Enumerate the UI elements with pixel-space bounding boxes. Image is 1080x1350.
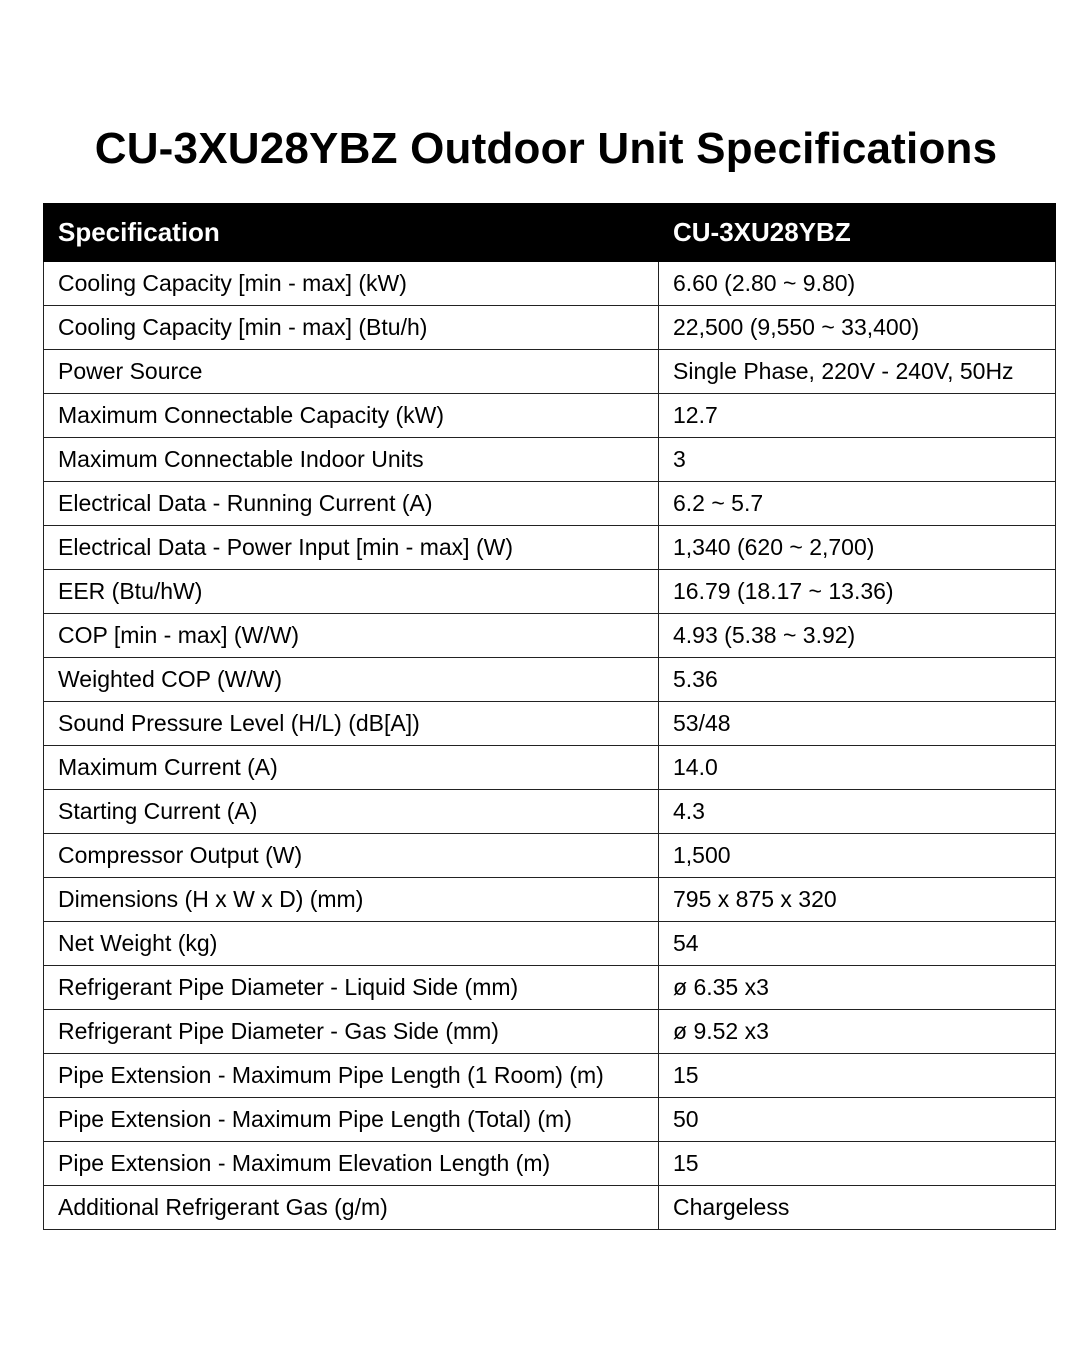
spec-name-cell: Maximum Connectable Indoor Units xyxy=(44,438,659,482)
table-row xyxy=(44,614,1056,658)
spec-value-cell: ø 9.52 x3 xyxy=(659,1010,1056,1054)
spec-name-cell: COP [min - max] (W/W) xyxy=(44,614,659,658)
spec-value-cell: 14.0 xyxy=(659,746,1056,790)
table-row xyxy=(44,1186,1056,1230)
table-row xyxy=(44,922,1056,966)
table-row xyxy=(44,834,1056,878)
spec-name-cell: Electrical Data - Power Input [min - max] (W) xyxy=(44,526,659,570)
spec-value-cell: 16.79 (18.17 ~ 13.36) xyxy=(659,570,1056,614)
table-row xyxy=(44,746,1056,790)
page-title: CU-3XU28YBZ Outdoor Unit Specifications xyxy=(94,124,998,173)
table-row xyxy=(44,966,1056,1010)
spec-name-cell: Dimensions (H x W x D) (mm) xyxy=(44,878,659,922)
table-row xyxy=(44,482,1056,526)
spec-name-cell: Pipe Extension - Maximum Pipe Length (1 Room) (m) xyxy=(44,1054,659,1098)
spec-value-cell: ø 6.35 x3 xyxy=(659,966,1056,1010)
spec-name-cell: EER (Btu/hW) xyxy=(44,570,659,614)
spec-value-cell: 50 xyxy=(659,1098,1056,1142)
table-row xyxy=(44,438,1056,482)
table-row xyxy=(44,350,1056,394)
table-row xyxy=(44,1142,1056,1186)
table-row xyxy=(44,1054,1056,1098)
spec-name-cell: Net Weight (kg) xyxy=(44,922,659,966)
spec-value-cell: 6.2 ~ 5.7 xyxy=(659,482,1056,526)
spec-name-cell: Weighted COP (W/W) xyxy=(44,658,659,702)
spec-name-cell: Maximum Current (A) xyxy=(44,746,659,790)
spec-value-cell: 54 xyxy=(659,922,1056,966)
spec-value-cell: Single Phase, 220V - 240V, 50Hz xyxy=(659,350,1056,394)
spec-name-cell: Cooling Capacity [min - max] (Btu/h) xyxy=(44,306,659,350)
spec-name-cell: Refrigerant Pipe Diameter - Gas Side (mm) xyxy=(44,1010,659,1054)
table-row xyxy=(44,790,1056,834)
table-row xyxy=(44,658,1056,702)
spec-value-cell: 1,500 xyxy=(659,834,1056,878)
spec-name-cell: Electrical Data - Running Current (A) xyxy=(44,482,659,526)
table-row xyxy=(44,262,1056,306)
specifications-table xyxy=(43,203,1056,1230)
table-row xyxy=(44,306,1056,350)
table-row xyxy=(44,570,1056,614)
spec-name-cell: Cooling Capacity [min - max] (kW) xyxy=(44,262,659,306)
spec-value-cell: 3 xyxy=(659,438,1056,482)
spec-value-cell: 1,340 (620 ~ 2,700) xyxy=(659,526,1056,570)
spec-value-cell: 795 x 875 x 320 xyxy=(659,878,1056,922)
spec-value-cell: 4.93 (5.38 ~ 3.92) xyxy=(659,614,1056,658)
spec-name-cell: Starting Current (A) xyxy=(44,790,659,834)
spec-value-cell: Chargeless xyxy=(659,1186,1056,1230)
spec-value-cell: 22,500 (9,550 ~ 33,400) xyxy=(659,306,1056,350)
column-header-model: CU-3XU28YBZ xyxy=(659,204,1056,262)
spec-value-cell: 6.60 (2.80 ~ 9.80) xyxy=(659,262,1056,306)
table-row xyxy=(44,394,1056,438)
spec-value-cell: 4.3 xyxy=(659,790,1056,834)
column-header-specification: Specification xyxy=(44,204,659,262)
spec-name-cell: Pipe Extension - Maximum Elevation Length (m) xyxy=(44,1142,659,1186)
table-row xyxy=(44,702,1056,746)
table-row xyxy=(44,1098,1056,1142)
spec-name-cell: Sound Pressure Level (H/L) (dB[A]) xyxy=(44,702,659,746)
spec-value-cell: 5.36 xyxy=(659,658,1056,702)
spec-value-cell: 53/48 xyxy=(659,702,1056,746)
table-row xyxy=(44,878,1056,922)
spec-name-cell: Compressor Output (W) xyxy=(44,834,659,878)
spec-value-cell: 15 xyxy=(659,1142,1056,1186)
spec-name-cell: Refrigerant Pipe Diameter - Liquid Side (mm) xyxy=(44,966,659,1010)
spec-value-cell: 15 xyxy=(659,1054,1056,1098)
table-row xyxy=(44,526,1056,570)
spec-name-cell: Maximum Connectable Capacity (kW) xyxy=(44,394,659,438)
table-body xyxy=(44,262,1056,1230)
table-row xyxy=(44,1010,1056,1054)
spec-name-cell: Pipe Extension - Maximum Pipe Length (Total) (m) xyxy=(44,1098,659,1142)
table-header-row xyxy=(44,204,1056,262)
spec-value-cell: 12.7 xyxy=(659,394,1056,438)
spec-name-cell: Additional Refrigerant Gas (g/m) xyxy=(44,1186,659,1230)
spec-name-cell: Power Source xyxy=(44,350,659,394)
